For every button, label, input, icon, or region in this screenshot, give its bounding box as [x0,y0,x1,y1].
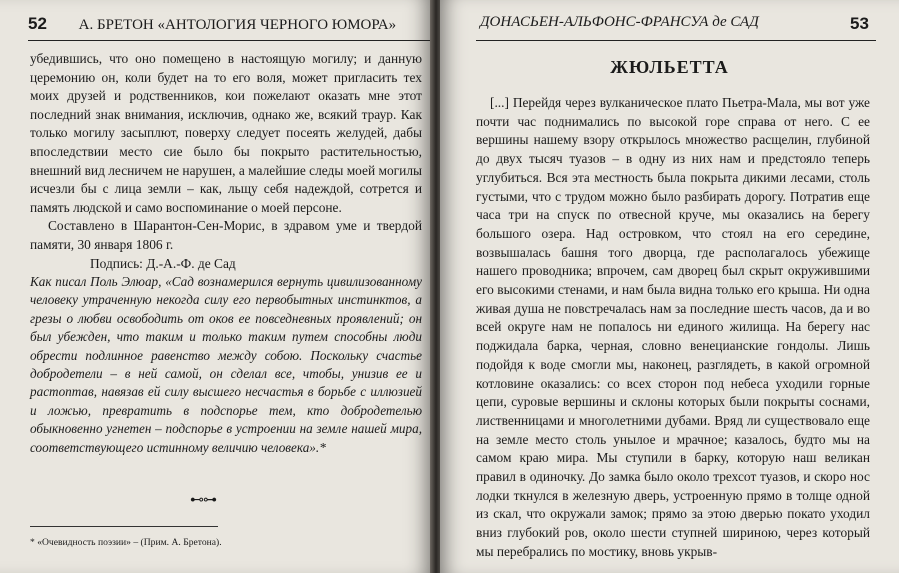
right-header-rule [476,40,876,41]
ornament-divider: ⊷⊶ [190,493,216,508]
signature: Подпись: Д.-А.-Ф. де Сад [90,255,236,271]
right-head-text: ДОНАСЬЕН-АЛЬФОНС-ФРАНСУА де САД [480,14,759,30]
footnote: * «Очевидность поэзии» – (Прим. А. Бретона). [30,537,222,548]
right-paragraph-1: [...] Перейдя через вулканическое плато Пьетра-Мала, мы вот уже почти час поднимались по высокой горе справа от него. С ее вершины нашему взору открылось множество расщелин, глубиной до двух тысяч туазов – в одну из них нам и предстояло теперь углубиться. Вся эта местность была покрыта дикими лесами, столь густыми, что с трудом можно было разбирать дорогу. Потратив еще часа три на спуск по отвесной круче, мы оказались на берегу большого озера. Над островком, что стоял на его середине, возвышалась башня того дворца, где располагалось убежище нашего проводника; впрочем, сам дворец был скрыт окружившими его высокими стенами, и нам была видна только его крыша. Ни одна живая душа не повстречалась нам за последние шесть часов, да и во всей округе нам не попалось ни единого жилища. На берегу нас поджидала барка, черная, словно венецианские гондолы. Лишь подойдя к воде смогли мы, наконец, разглядеть, в какой огромной котловине оказались: со всех сторон под небеса уходили горные цепи, суровые вершины и склоны которых были покрыты соснами, лиственницами и многолетними дубами. Вряд ли существовало еще на земле место столь унылое и мрачное; казалось, будто мы на самом краю мира. Мы ступили в барку, которую наш великан правил в одиночку. До замка было около трехсот туазов, и скоро нос лодки ткнулся в железную дверь, устроенную прямо в толще одной из скал, что окружали замок; прямо за этою дверью покато уходил вниз глубокий ров, около шести ступней шириною, через который мы перебрались по мостику, вновь укрыв- [476,95,870,559]
left-running-head [28,14,396,34]
left-paragraph-1: убедившись, что оно помещено в настоящую могилу; и данную церемонию он, коли будет на то его воля, может пригласить тех моих друзей и родственников, кои пожелают оказать мне этот последний знак внимания, исключив, однако же, всякий траур. Как только могилу засыплют, поверху следует посеять желудей, дабы впоследствии место сие было бы покрыто растительностью, внешний вид лесничем не нарушен, а малейшие следы моей могилы исчезли бы с лица земли – как, льщу себя надеждой, сотрется и память людской и само воспоминание о моей персоне. [30,51,423,215]
left-page-number: 52 [28,14,47,33]
eluard-quote [30,273,422,457]
footnote-rule [30,526,218,527]
italic-paragraph: Как писал Поль Элюар, «Сад вознамерился вернуть цивилизованному человеку утраченную некогда силу его первобытных инстинктов, а грезы о любви освободить от оков ее повседневных проявлений; он был убежден, что таким и только таким путем способны люди обрести подлинное равенство между собою. Поскольку счастье добродетели – в ней самой, он сделал все, чтобы, унизив ее и растоптав, навязав ей силу высшего несчастья в борьбе с иллюзией и ложью, превратить в подспорье тем, кто добродетелью обыкновенно угнетен – подспорье в устроении на земле нашей мира, соответствующего истинному величию человека».* [30,274,422,455]
right-body-text [476,94,870,562]
left-header-rule [28,40,432,41]
chapter-title: ЖЮЛЬЕТТА [610,57,729,77]
right-page-number: 53 [850,14,869,33]
right-page [440,0,899,573]
left-page [0,0,432,573]
left-body-text [30,50,422,273]
left-paragraph-2: Составлено в Шарантон-Сен-Морис, в здравом уме и твердой памяти, 30 января 1806 г. [30,218,422,252]
left-head-text: А. БРЕТОН «АНТОЛОГИЯ ЧЕРНОГО ЮМОРА» [78,17,397,33]
